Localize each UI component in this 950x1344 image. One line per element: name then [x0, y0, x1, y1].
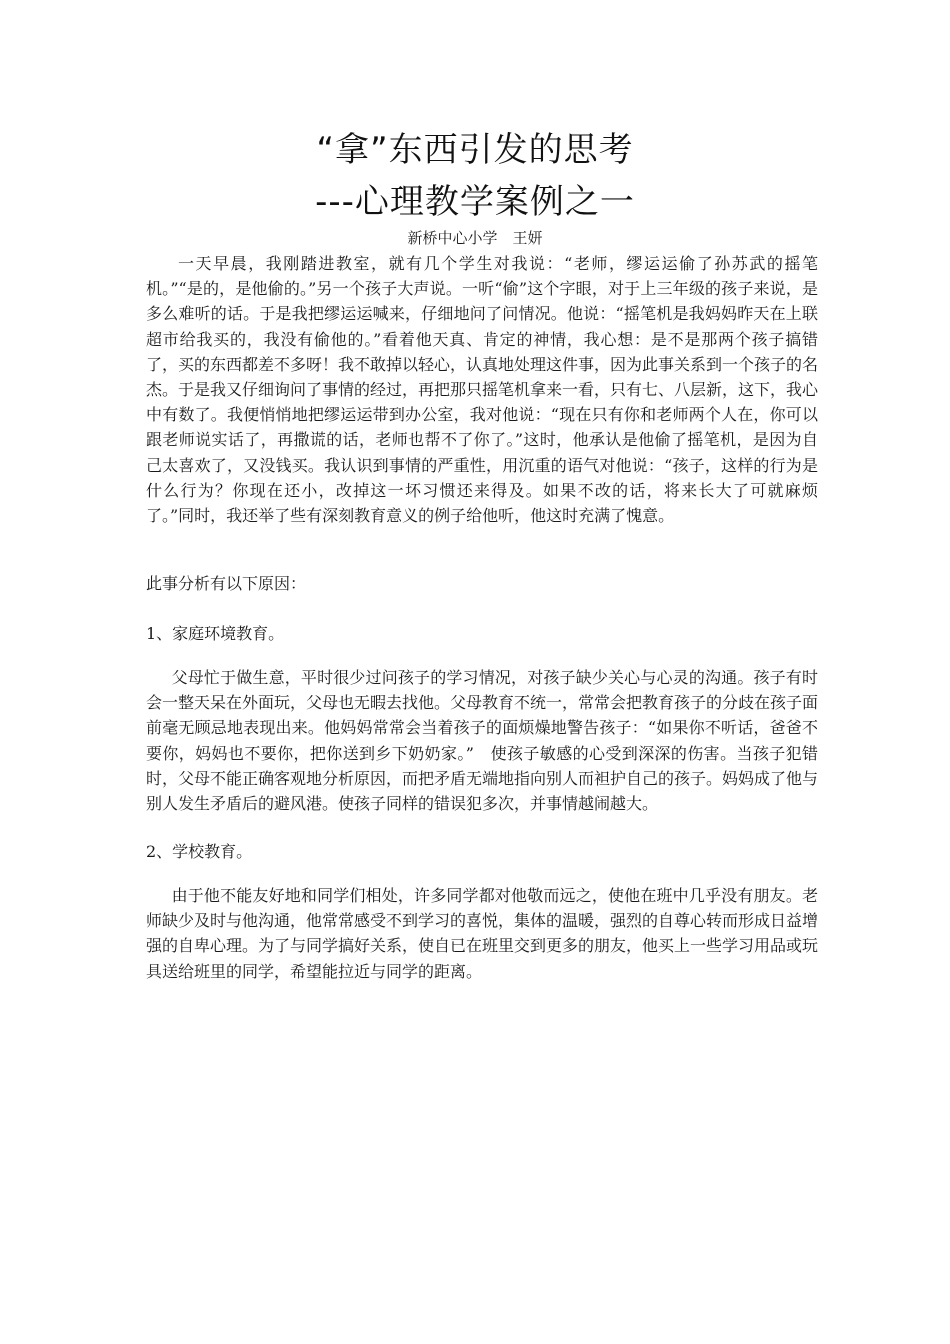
- reason2-heading: 2、学校教育。: [146, 842, 253, 861]
- document-title: “拿”东西引发的思考: [316, 130, 634, 170]
- reason1-paragraph: 父母忙于做生意，平时很少过问孩子的学习情况，对孩子缺少关心与心灵的沟通。孩子有时会一整天呆在外面玩，父母也无暇去找他。父母教育不统一，常常会把教育孩子的分歧在孩子面前毫无顾忌地表现出来。他妈妈常常会当着孩子的面烦燥地警告孩子：“如果你不听话，爸爸不要你，妈妈也不要你，把你送到乡下奶奶家。” 使孩子敏感的心受到深深的伤害。当孩子犯错时，父母不能正确客观地分析原因，而把矛盾无端地指向别人而袒护自己的孩子。妈妈成了他与别人发生矛盾后的避风港。使孩子同样的错误犯多次，并事情越闹越大。: [146, 668, 819, 814]
- author-line: 新桥中心小学 王妍: [407, 229, 543, 247]
- reason2-paragraph: 由于他不能友好地和同学们相处，许多同学都对他敬而远之，使他在班中几乎没有朋友。老师缺少及时与他沟通，他常常感受不到学习的喜悦，集体的温暖，强烈的自尊心转而形成日益增强的自卑心理。为了与同学搞好关系，使自已在班里交到更多的朋友，他买上一些学习用品或玩具送给班里的同学，希望能拉近与同学的距离。: [146, 886, 819, 981]
- reason1-heading: 1、家庭环境教育。: [146, 624, 285, 643]
- analysis-heading: 此事分析有以下原因：: [146, 574, 307, 593]
- intro-paragraph: 一天早晨，我刚踏进教室，就有几个学生对我说：“老师，缪运运偷了孙苏武的摇笔机。”“是的，是他偷的。”另一个孩子大声说。一听“偷”这个字眼，对于上三年级的孩子来说，是多么难听的话。于是我把缪运运喊来，仔细地问了问情况。他说：“摇笔机是我妈妈昨天在上联超市给我买的，我没有偷他的。”看着他天真、肯定的神情，我心想：是不是那两个孩子搞错了，买的东西都差不多呀！我不敢掉以轻心，认真地处理这件事，因为此事关系到一个孩子的名杰。于是我又仔细询问了事情的经过，再把那只摇笔机拿来一看，只有七、八层新，这下，我心中有数了。我便悄悄地把缪运运带到办公室，我对他说：“现在只有你和老师两个人在，你可以跟老师说实话了，再撒谎的话，老师也帮不了你了。”这时，他承认是他偷了摇笔机，是因为自己太喜欢了，又没钱买。我认识到事情的严重性，用沉重的语气对他说：“孩子，这样的行为是什么行为？你现在还小，改掉这一坏习惯还来得及。如果不改的话，将来长大了可就麻烦了。”同时，我还举了些有深刻教育意义的例子给他听，他这时充满了愧意。: [146, 254, 819, 526]
- document-subtitle: ---心理教学案例之一: [315, 182, 635, 222]
